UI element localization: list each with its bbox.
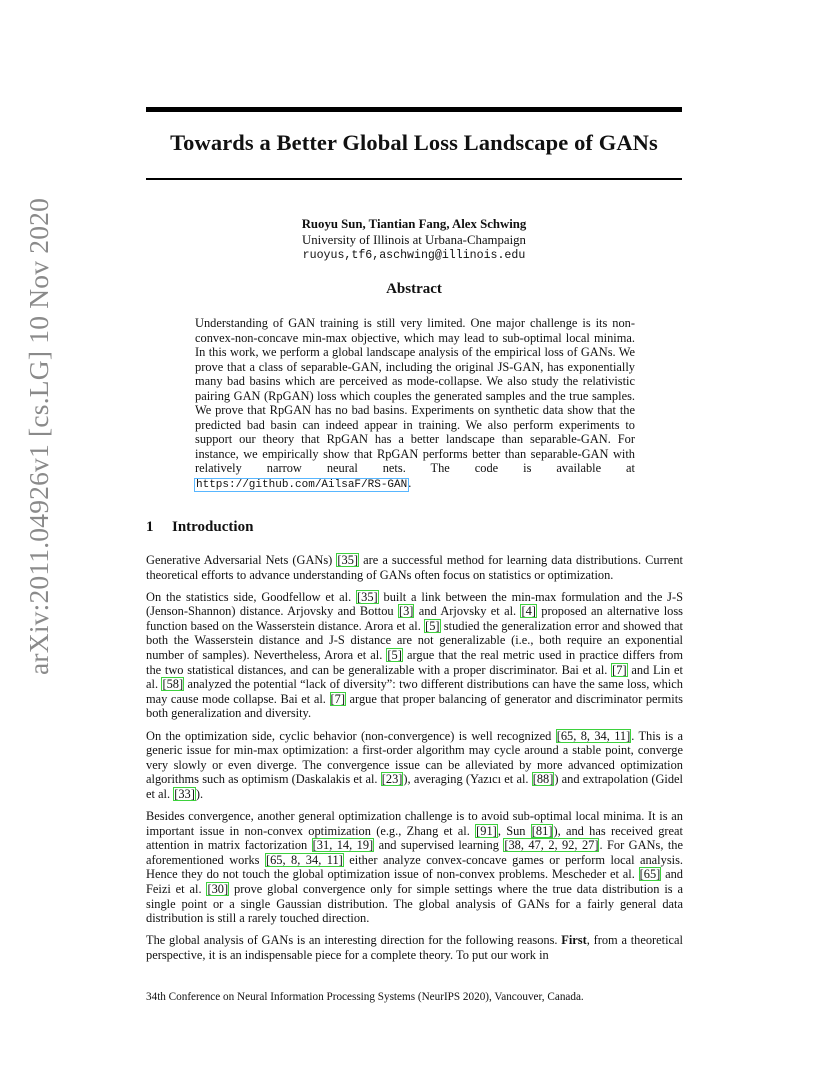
paragraph-text: either analyze convex-concave games or perform local analysis. Hence they do not touch the global optimization issue of non-convex problems. Mescheder et al. — [146, 852, 684, 882]
citation-link[interactable]: [58] — [162, 677, 184, 692]
conference-footer: 34th Conference on Neural Information Processing Systems (NeurIPS 2020), Vancouver, Canada. — [146, 991, 584, 1003]
paragraph — [146, 933, 683, 962]
paragraph-text: Generative Adversarial Nets (GANs) — [146, 553, 337, 567]
author-affiliation: University of Illinois at Urbana-Champaign — [302, 233, 526, 247]
paragraph-text: prove global convergence only for simple settings where the true data distribution is a single point or a single Gaussian distribution. The global analysis of GANs for a fairly general data distribution is still a rarely touched direction. — [146, 881, 683, 926]
title-bottom-rule — [146, 178, 682, 180]
citation-link[interactable]: [65, 8, 34, 11] — [265, 852, 343, 867]
citation-link[interactable]: [33] — [174, 786, 195, 801]
paragraph-text: ). — [195, 786, 204, 801]
citation-link[interactable]: [4] — [521, 604, 536, 619]
citation-link[interactable]: [91] — [476, 823, 497, 838]
paragraph-text: proposed an alternative loss function based on the Wasserstein distance. Arora et al. — [146, 604, 683, 633]
paragraph-text: . For GANs, the aforementioned works — [146, 838, 683, 867]
paragraph-text: ), and has received great attention in matrix factorization — [146, 823, 683, 853]
citation-link[interactable]: [35] — [337, 553, 359, 567]
citation-link[interactable]: [7] — [612, 662, 627, 677]
paragraph — [146, 553, 683, 582]
paragraph-text: ), averaging (Yazıcı et al. — [403, 772, 532, 787]
citation-link[interactable]: [3] — [398, 604, 414, 619]
arxiv-stamp: arXiv:2011.04926v1 [cs.LG] 10 Nov 2020 — [23, 197, 54, 675]
author-email[interactable]: ruoyus,tf6,aschwing@illinois.edu — [302, 249, 526, 262]
citation-link[interactable]: [31, 14, 19] — [312, 838, 374, 853]
abstract-heading: Abstract — [386, 281, 442, 297]
paragraph — [146, 809, 683, 926]
paragraph-text: , Sun — [497, 823, 531, 838]
abstract-end: . — [408, 476, 412, 491]
paragraph-text: and Feizi et al. — [146, 867, 683, 896]
paragraph-text: . This is a generic issue for min-max optimization: a first-order algorithm may cycle around a stable point, converge very slowly or even diverge. The convergence issue can be alleviated by more advanced optimization algorithms such as optimism (Daskalakis et al. — [146, 728, 683, 787]
citation-link[interactable]: [5] — [425, 618, 440, 633]
paragraph-text: ) and extrapolation (Gidel et al. — [146, 772, 683, 801]
paragraph-text: studied the generalization error and showed that both the Wasserstein distance and J-S distance are not generalizable (i.e., both require an exponential number of samples). Nevertheless, Arora et al. — [146, 618, 683, 663]
section-title: Introduction — [172, 519, 254, 535]
paragraph-text: and Lin et al. — [146, 662, 683, 692]
citation-link[interactable]: [30] — [207, 881, 229, 896]
paragraph-text: and Arjovsky et al. — [414, 604, 521, 619]
paragraph-text: On the statistics side, Goodfellow et al. — [146, 589, 357, 604]
section-number: 1 — [146, 519, 154, 535]
paragraph-text: Besides convergence, another general optimization challenge is to avoid sub-optimal local minima. It is an important issue in non-convex optimization (e.g., Zhang et al. — [146, 809, 683, 838]
citation-link[interactable]: [23] — [381, 772, 403, 787]
abstract-body: Understanding of GAN training is still very limited. One major challenge is its non-convex-non-concave min-max objective, which may lead to sub-optimal local minima. In this work, we perform a global landscape analysis of the empirical loss of GANs. We prove that a class of separable-GAN, including the original JS-GAN, has exponentially many bad basins which are perceived as mode-collapse. We also study the relativistic pairing GAN (RpGAN) loss which couples the generated samples and the true samples. We prove that RpGAN has no bad basins. Experiments on synthetic data show that the predicted bad basin can indeed appear in training. We also perform experiments to support our theory that RpGAN has a better landscape than separable-GAN. For instance, we empirically show that RpGAN performs better than separable-GAN with relatively narrow neural nets. The code is available at — [195, 316, 635, 476]
paragraph-text: , from a theoretical perspective, it is an indispensable piece for a complete theory. To put our work in — [146, 933, 683, 962]
title-top-rule — [146, 107, 682, 112]
introduction-body — [146, 553, 683, 970]
author-block — [146, 216, 682, 264]
paragraph — [146, 590, 683, 721]
citation-link[interactable]: [5] — [387, 648, 402, 663]
paper-title: Towards a Better Global Loss Landscape of GANs — [170, 130, 658, 155]
paragraph-text: are a successful method for learning data distributions. Current theoretical efforts to advance understanding of GANs often focus on statistics or optimization. — [146, 553, 684, 582]
citation-link[interactable]: [35] — [357, 589, 378, 604]
citation-link[interactable]: [81] — [531, 823, 553, 838]
paragraph-text: built a link between the min-max formulation and the J-S (Jenson-Shannon) distance. Arjovsky and Bottou — [146, 589, 683, 619]
emphasis-first: First — [561, 933, 587, 948]
citation-link[interactable]: [65, 8, 34, 11] — [556, 728, 631, 743]
citation-link[interactable]: [38, 47, 2, 92, 27] — [504, 838, 599, 853]
paragraph-text: The global analysis of GANs is an interesting direction for the following reasons. — [146, 933, 562, 948]
citation-link[interactable]: [7] — [330, 691, 345, 706]
code-url-link[interactable]: https://github.com/AilsaF/RS-GAN — [196, 479, 408, 492]
author-names: Ruoyu Sun, Tiantian Fang, Alex Schwing — [301, 217, 527, 231]
section-heading-introduction — [146, 519, 253, 536]
paragraph-text: argue that proper balancing of generator and discriminator permits both generalization and diversity. — [146, 691, 683, 721]
citation-link[interactable]: [65] — [639, 867, 661, 882]
paragraph-text: analyzed the potential “lack of diversity”: two different distributions can have the same loss, which may cause mode collapse. Bai et al. — [146, 677, 684, 706]
paragraph-text: and supervised learning — [374, 838, 504, 853]
citation-link[interactable]: [88] — [532, 772, 554, 787]
paragraph — [146, 729, 683, 802]
abstract-text — [195, 316, 635, 493]
paragraph-text: On the optimization side, cyclic behavior (non-convergence) is well recognized — [146, 728, 556, 743]
paragraph-text: argue that the real metric used in practice differs from the two statistical distances, and can be generalizable with a proper discriminator. Bai et al. — [146, 648, 683, 677]
